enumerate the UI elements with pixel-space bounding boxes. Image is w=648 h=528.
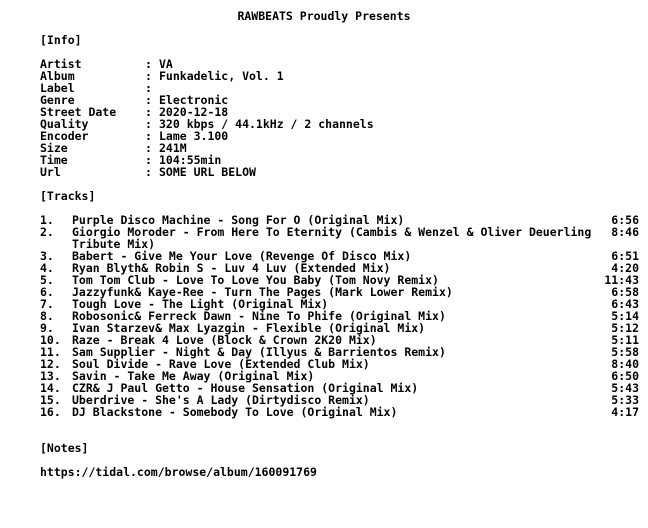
info-field-value: Lame 3.100 xyxy=(159,129,229,143)
info-field-key: Street Date xyxy=(40,105,117,119)
track-number: 11. xyxy=(40,345,61,359)
track-number: 15. xyxy=(40,393,61,407)
info-field-separator: : xyxy=(145,117,152,131)
track-duration: 5:33 xyxy=(611,393,639,407)
info-field-key: Size xyxy=(40,141,68,155)
info-field-row xyxy=(0,154,648,166)
track-number: 3. xyxy=(40,249,54,263)
info-field-separator: : xyxy=(145,69,152,83)
track-number: 7. xyxy=(40,297,54,311)
track-title: Giorgio Moroder - From Here To Eternity (Cambis & Wenzel & Oliver Deuerling Tribute Mix) xyxy=(72,225,592,251)
album-url: https://tidal.com/browse/album/160091769 xyxy=(40,465,317,479)
info-field-key: Artist xyxy=(40,57,82,71)
tracks-heading: [Tracks] xyxy=(40,189,96,203)
track-title: Sam Supplier - Night & Day (Illyus & Barrientos Remix) xyxy=(72,345,446,359)
track-row xyxy=(0,226,648,250)
track-duration: 5:43 xyxy=(611,381,639,395)
track-number: 5. xyxy=(40,273,54,287)
info-field-value: SOME URL BELOW xyxy=(159,165,256,179)
info-field-row xyxy=(0,118,648,130)
info-fields xyxy=(0,58,648,178)
track-duration: 6:51 xyxy=(611,249,639,263)
track-title: Ivan Starzev& Max Lyazgin - Flexible (Original Mix) xyxy=(72,321,426,335)
track-duration: 5:12 xyxy=(611,321,639,335)
track-title: Tough Love - The Light (Original Mix) xyxy=(72,297,329,311)
track-title: Ryan Blyth& Robin S - Luv 4 Luv (Extended Mix) xyxy=(72,261,391,275)
track-title: Robosonic& Ferreck Dawn - Nine To Phife (Original Mix) xyxy=(72,309,446,323)
track-title: Uberdrive - She's A Lady (Dirtydisco Remix) xyxy=(72,393,370,407)
info-field-separator: : xyxy=(145,165,152,179)
info-field-separator: : xyxy=(145,105,152,119)
spacer xyxy=(0,178,648,190)
track-number: 16. xyxy=(40,405,61,419)
info-field-row xyxy=(0,70,648,82)
info-field-value: Funkadelic, Vol. 1 xyxy=(159,69,284,83)
info-field-key: Label xyxy=(40,81,75,95)
track-title: Soul Divide - Rave Love (Extended Club Mix) xyxy=(72,357,370,371)
info-field-value: 320 kbps / 44.1kHz / 2 channels xyxy=(159,117,374,131)
track-duration: 6:43 xyxy=(611,297,639,311)
track-number: 1. xyxy=(40,213,54,227)
track-duration: 5:11 xyxy=(611,333,639,347)
notes-heading: [Notes] xyxy=(40,441,89,455)
track-number: 4. xyxy=(40,261,54,275)
info-field-row xyxy=(0,130,648,142)
track-number: 13. xyxy=(40,369,61,383)
track-duration: 5:58 xyxy=(611,345,639,359)
info-field-key: Album xyxy=(40,69,75,83)
info-field-value: 241M xyxy=(159,141,187,155)
track-number: 12. xyxy=(40,357,61,371)
track-number: 10. xyxy=(40,333,61,347)
info-field-value: VA xyxy=(159,57,173,71)
track-duration: 6:58 xyxy=(611,285,639,299)
track-row xyxy=(0,406,648,418)
info-field-separator: : xyxy=(145,81,152,95)
nfo-document xyxy=(0,10,648,478)
info-field-separator: : xyxy=(145,141,152,155)
release-title: RAWBEATS Proudly Presents xyxy=(237,9,411,23)
track-title: Babert - Give Me Your Love (Revenge Of Disco Mix) xyxy=(72,249,412,263)
track-number: 6. xyxy=(40,285,54,299)
info-field-separator: : xyxy=(145,153,152,167)
track-duration: 6:56 xyxy=(611,213,639,227)
info-field-row xyxy=(0,166,648,178)
track-title: Tom Tom Club - Love To Love You Baby (Tom Novy Remix) xyxy=(72,273,439,287)
info-field-key: Genre xyxy=(40,93,75,107)
track-duration: 5:14 xyxy=(611,309,639,323)
spacer xyxy=(0,46,648,58)
info-field-separator: : xyxy=(145,93,152,107)
track-duration: 8:40 xyxy=(611,357,639,371)
spacer xyxy=(0,22,648,34)
spacer xyxy=(0,418,648,430)
track-number: 2. xyxy=(40,225,54,239)
track-title: Jazzyfunk& Kaye-Ree - Turn The Pages (Mark Lower Remix) xyxy=(72,285,453,299)
track-duration: 4:20 xyxy=(611,261,639,275)
track-number: 9. xyxy=(40,321,54,335)
info-field-key: Url xyxy=(40,165,61,179)
spacer xyxy=(0,430,648,442)
track-duration: 8:46 xyxy=(611,225,639,239)
track-title: CZR& J Paul Getto - House Sensation (Original Mix) xyxy=(72,381,419,395)
info-field-separator: : xyxy=(145,129,152,143)
info-field-value: Electronic xyxy=(159,93,229,107)
info-field-row xyxy=(0,142,648,154)
track-duration: 4:17 xyxy=(611,405,639,419)
track-list xyxy=(0,214,648,418)
track-title: Savin - Take Me Away (Original Mix) xyxy=(72,369,315,383)
track-title: Purple Disco Machine - Song For O (Original Mix) xyxy=(72,213,405,227)
info-field-row xyxy=(0,82,648,94)
track-number: 8. xyxy=(40,309,54,323)
track-duration: 6:50 xyxy=(611,369,639,383)
track-title: Raze - Break 4 Love (Block & Crown 2K20 Mix) xyxy=(72,333,377,347)
info-field-key: Encoder xyxy=(40,129,89,143)
info-field-value: 104:55min xyxy=(159,153,222,167)
info-field-key: Quality xyxy=(40,117,89,131)
info-field-row xyxy=(0,58,648,70)
info-field-key: Time xyxy=(40,153,68,167)
info-heading: [Info] xyxy=(40,33,82,47)
track-title: DJ Blackstone - Somebody To Love (Original Mix) xyxy=(72,405,398,419)
info-field-value: 2020-12-18 xyxy=(159,105,229,119)
info-field-separator: : xyxy=(145,57,152,71)
track-duration: 11:43 xyxy=(604,273,639,287)
track-number: 14. xyxy=(40,381,61,395)
